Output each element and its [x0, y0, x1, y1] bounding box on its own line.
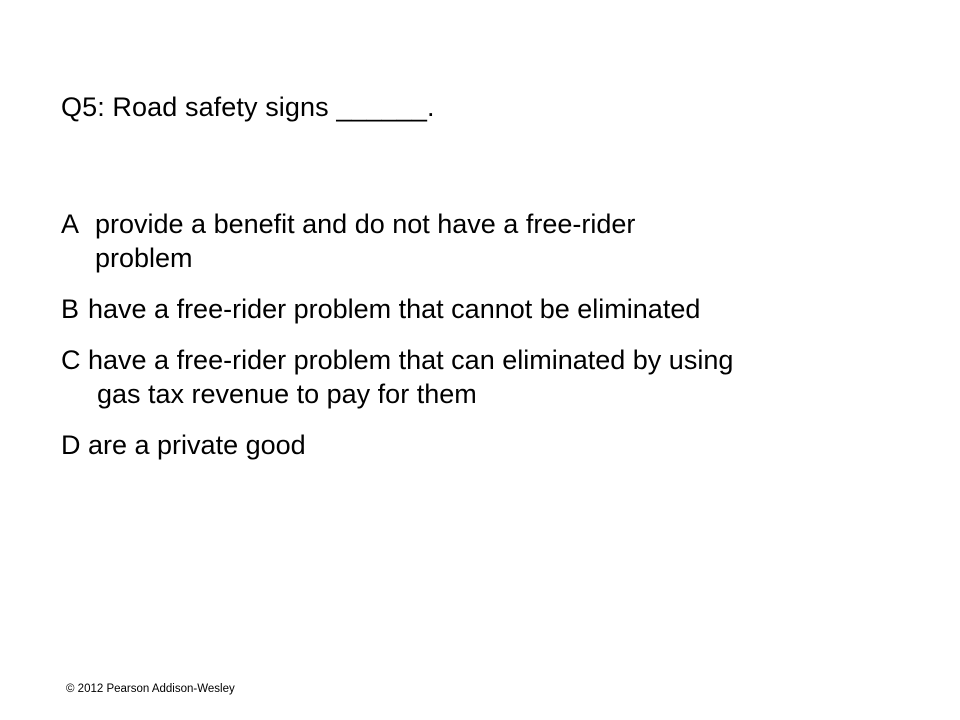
option-b [61, 292, 881, 326]
option-c [61, 343, 881, 411]
option-a-letter: A [61, 209, 80, 239]
answer-options [61, 207, 881, 479]
option-a [61, 207, 881, 275]
option-c-text: have a free-rider problem that can eliminated by using [88, 345, 734, 375]
option-c-text-continued: gas tax revenue to pay for them [97, 379, 477, 409]
option-c-first-line [61, 343, 881, 377]
option-d-letter: D [61, 430, 81, 460]
option-b-first-line [61, 292, 881, 326]
option-c-letter: C [61, 345, 81, 375]
option-a-first-line [61, 207, 881, 241]
option-a-text: provide a benefit and do not have a free-rider [95, 209, 636, 239]
option-d [61, 428, 881, 462]
option-a-text-continued: problem [95, 243, 193, 273]
question-text: Q5: Road safety signs ______. [61, 92, 435, 122]
copyright-notice: © 2012 Pearson Addison-Wesley [66, 683, 235, 695]
option-d-first-line [61, 428, 881, 462]
option-b-text: have a free-rider problem that cannot be eliminated [88, 294, 701, 324]
option-d-text: are a private good [88, 430, 306, 460]
option-b-letter: B [61, 294, 80, 324]
